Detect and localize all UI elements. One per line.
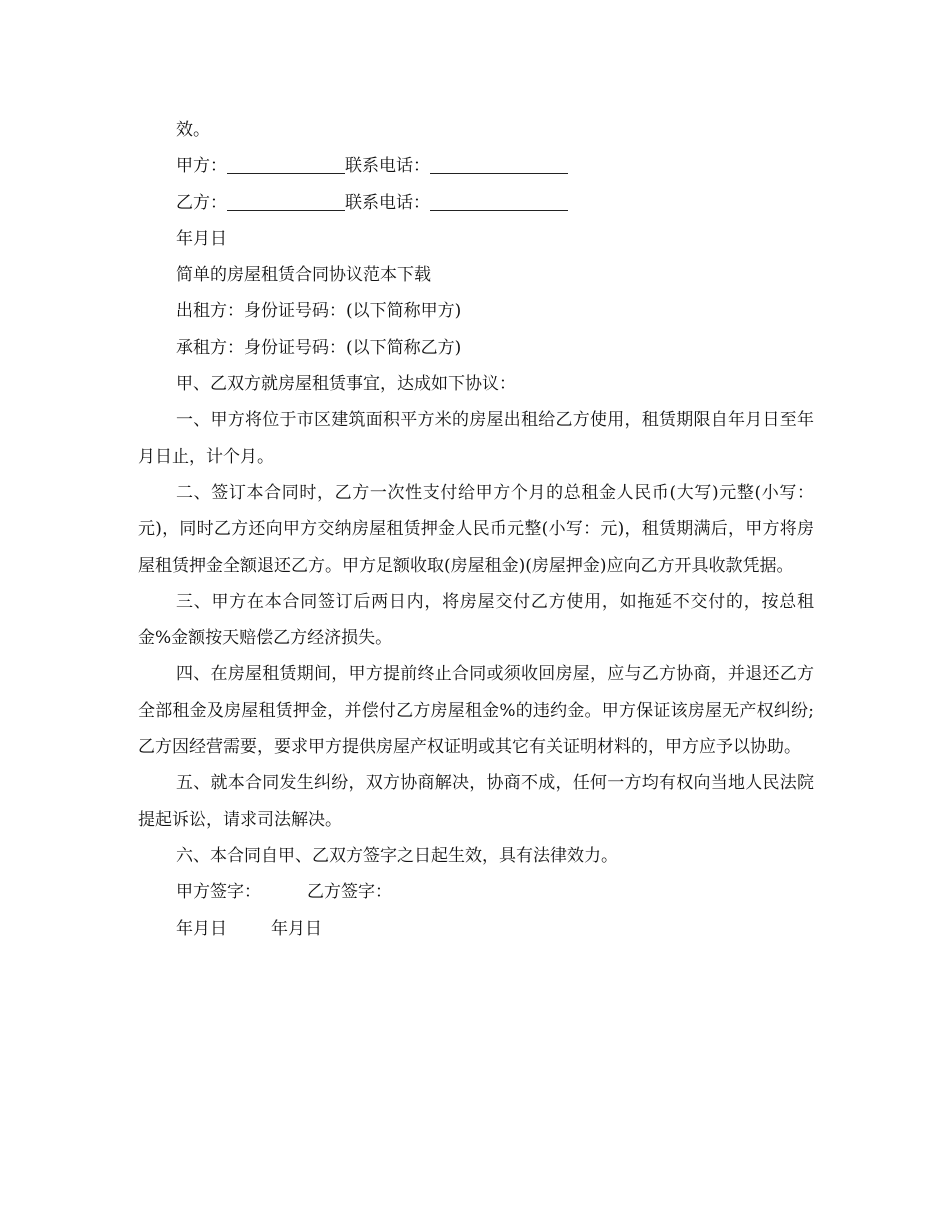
party-a-name-blank	[227, 153, 345, 174]
text-line: 效。	[176, 120, 210, 140]
lessor-line: 出租方：身份证号码：(以下简称甲方)	[176, 301, 462, 322]
party-a-label: 甲方：	[176, 156, 227, 177]
template-title: 简单的房屋租赁合同协议范本下载	[176, 265, 431, 286]
document-page	[138, 112, 814, 947]
party-a-signature-label: 甲方签字：	[176, 882, 261, 903]
phone-label: 联系电话：	[345, 156, 430, 177]
clause-3: 三、甲方在本合同签订后两日内，将房屋交付乙方使用，如拖延不交付的，按总租金%金额按天赔偿乙方经济损失。	[138, 591, 814, 649]
party-b-label: 乙方：	[176, 192, 227, 213]
signature-line	[138, 874, 814, 910]
clause-1: 一、甲方将位于市区建筑面积平方米的房屋出租给乙方使用，租赁期限自年月日至年月日止，计个月。	[138, 410, 814, 467]
party-b-signature-label: 乙方签字：	[307, 882, 392, 903]
phone-label: 联系电话：	[345, 192, 430, 213]
party-b-name-blank	[227, 190, 345, 211]
lessee-line: 承租方：身份证号码：(以下简称乙方)	[176, 337, 462, 358]
clause-4: 四、在房屋租赁期间，甲方提前终止合同或须收回房屋，应与乙方协商，并退还乙方全部租金及房屋租赁押金，并偿付乙方房屋租金%的违约金。甲方保证该房屋无产权纠纷;乙方因经营需要，要求甲方提供房屋产权证明或其它有关证明材料的，甲方应予以协助。	[138, 664, 814, 758]
party-b-contact-line	[138, 185, 814, 221]
party-a-sign-date: 年月日	[176, 918, 227, 939]
clause-2: 二、签订本合同时，乙方一次性支付给甲方个月的总租金人民币(大写)元整(小写：元)，同时乙方还向甲方交纳房屋租赁押金人民币元整(小写：元)，租赁期满后，甲方将房屋租赁押金全额退还乙方。甲方足额收取(房屋租金)(房屋押金)应向乙方开具收款凭据。	[138, 482, 814, 576]
party-a-contact-line	[138, 148, 814, 184]
intro-line: 甲、乙双方就房屋租赁事宜，达成如下协议：	[176, 374, 516, 395]
party-b-phone-blank	[430, 190, 568, 211]
date-line: 年月日	[176, 228, 227, 249]
party-b-sign-date: 年月日	[271, 918, 322, 939]
clause-5: 五、就本合同发生纠纷，双方协商解决，协商不成，任何一方均有权向当地人民法院提起诉讼，请求司法解决。	[138, 773, 814, 830]
party-a-phone-blank	[430, 153, 568, 174]
clause-6: 六、本合同自甲、乙双方签字之日起生效，具有法律效力。	[176, 845, 618, 866]
signature-date-line	[138, 911, 814, 947]
